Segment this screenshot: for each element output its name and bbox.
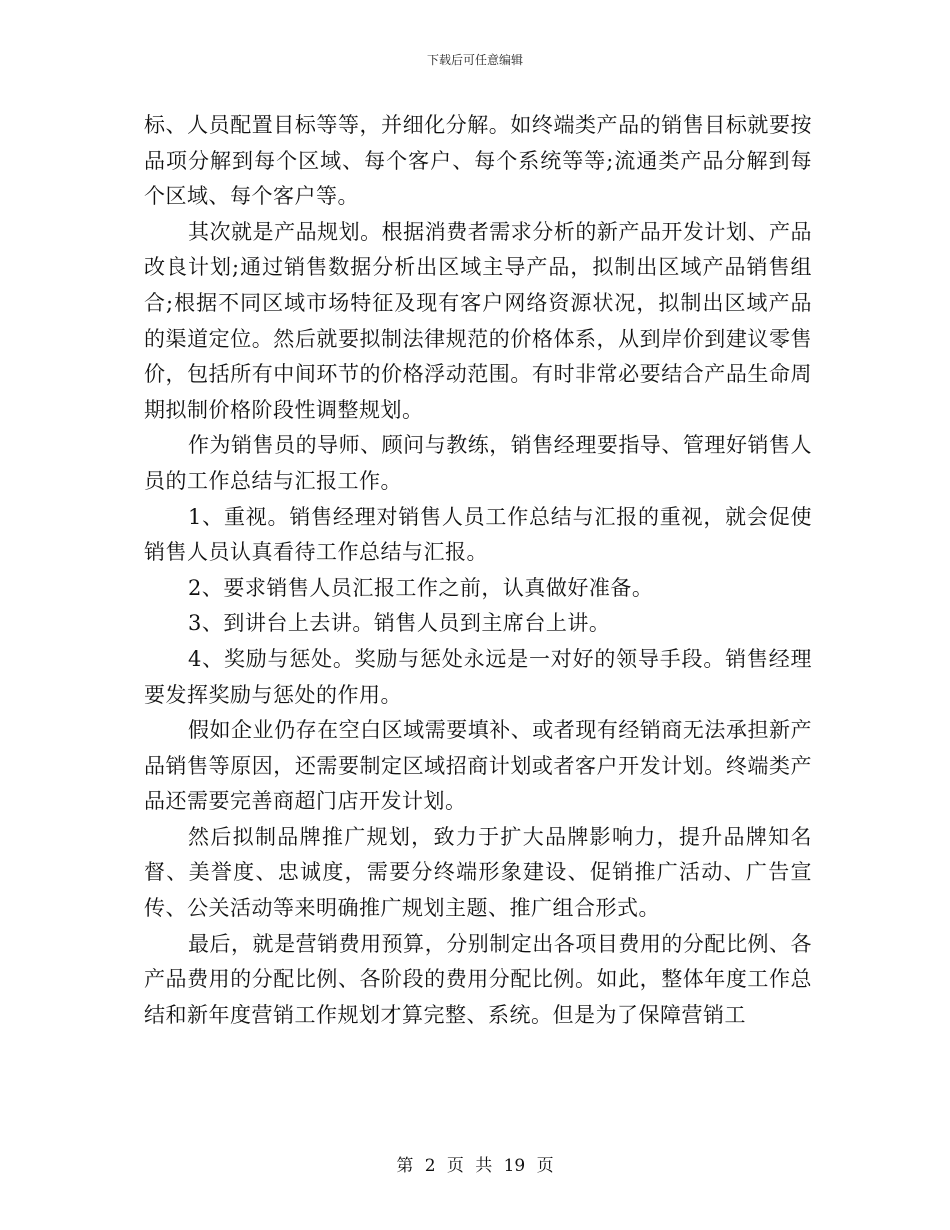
- paragraph: 然后拟制品牌推广规划，致力于扩大品牌影响力，提升品牌知名督、美誉度、忠诚度，需要分终端形象建设、促销推广活动、广告宣传、公关活动等来明确推广规划主题、推广组合形式。: [144, 824, 812, 921]
- page-header: 下载后可任意编辑: [426, 53, 523, 67]
- paragraph: 1、重视。销售经理对销售人员工作总结与汇报的重视，就会促使销售人员认真看待工作总结与汇报。: [144, 504, 812, 565]
- paragraph: 最后，就是营销费用预算，分别制定出各项目费用的分配比例、各产品费用的分配比例、各阶段的费用分配比例。如此，整体年度工作总结和新年度营销工作规划才算完整、系统。但是为了保障营销工: [144, 931, 812, 1027]
- paragraph: 假如企业仍存在空白区域需要填补、或者现有经销商无法承担新产品销售等原因，还需要制定区域招商计划或者客户开发计划。终端类产品还需要完善商超门店开发计划。: [144, 718, 812, 814]
- page-label-total-prefix: 共: [475, 1156, 493, 1176]
- paragraph: 4、奖励与惩处。奖励与惩处永远是一对好的领导手段。销售经理要发挥奖励与惩处的作用。: [144, 646, 812, 707]
- total-page-count: 19: [503, 1156, 526, 1176]
- paragraph: 2、要求销售人员汇报工作之前，认真做好准备。: [188, 575, 654, 600]
- page-footer: [0, 1154, 950, 1178]
- page-label-prefix: 第: [396, 1156, 414, 1176]
- paragraph: 其次就是产品规划。根据消费者需求分析的新产品开发计划、产品改良计划;通过销售数据分析出区域主导产品，拟制出区域产品销售组合;根据不同区域市场特征及现有客户网络资源状况，拟制出区域产品的渠道定位。然后就要拟制法律规范的价格体系，从到岸价到建议零售价，包括所有中间环节的价格浮动范围。有时非常必要结合产品生命周期拟制价格阶段性调整规划。: [144, 219, 812, 422]
- page-label-unit: 页: [446, 1156, 464, 1176]
- paragraph: 标、人员配置目标等等，并细化分解。如终端类产品的销售目标就要按品项分解到每个区域、每个客户、每个系统等等;流通类产品分解到每个区域、每个客户等。: [144, 113, 812, 209]
- page-label-unit-end: 页: [536, 1156, 554, 1176]
- current-page-number: 2: [424, 1156, 436, 1176]
- document-body: [144, 108, 812, 1033]
- paragraph: 作为销售员的导师、顾问与教练，销售经理要指导、管理好销售人员的工作总结与汇报工作。: [144, 433, 812, 493]
- paragraph: 3、到讲台上去讲。销售人员到主席台上讲。: [188, 611, 611, 636]
